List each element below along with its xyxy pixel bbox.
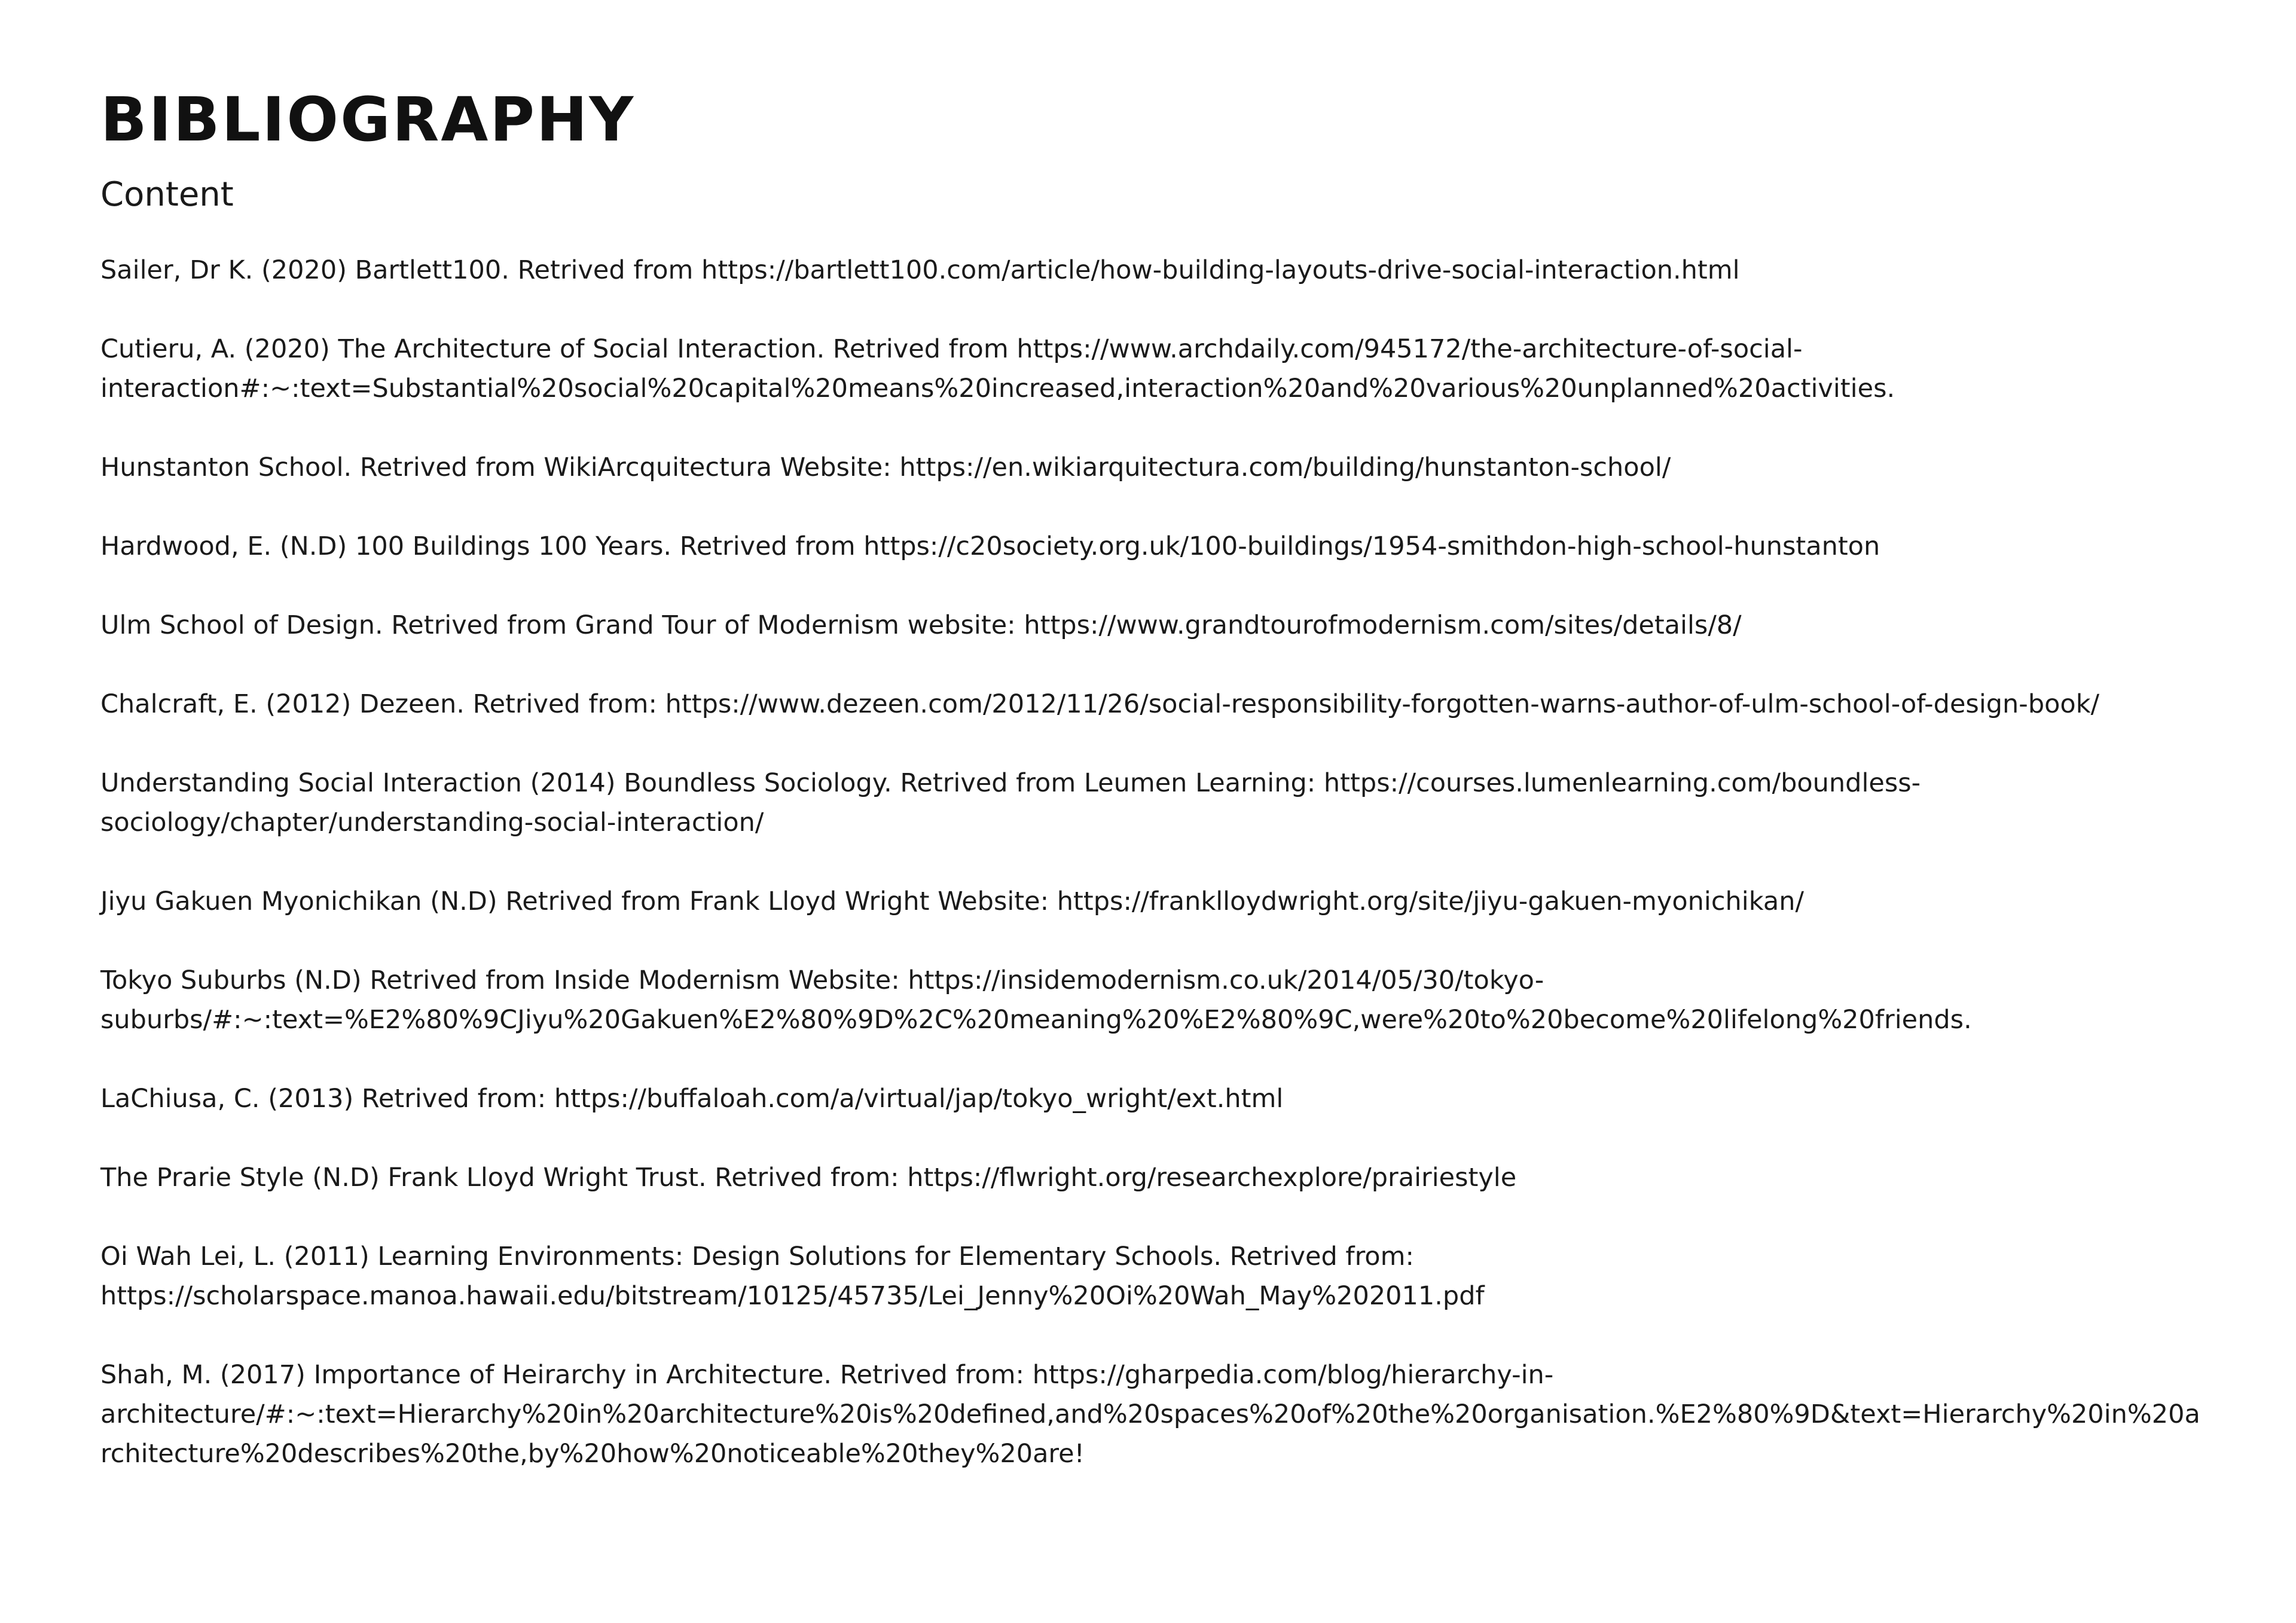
reference-item: Jiyu Gakuen Myonichikan (N.D) Retrived from Frank Lloyd Wright Website: https://franklloydwright.org/site/jiyu-gakuen-myonichikan/ [100, 887, 1804, 917]
section-subtitle: Content [100, 175, 234, 214]
reference-item: The Prarie Style (N.D) Frank Lloyd Wright Trust. Retrived from: https://flwright.org/researchexplore/prairiestyle [100, 1163, 1517, 1193]
reference-item: Sailer, Dr K. (2020) Bartlett100. Retrived from https://bartlett100.com/article/how-building-layouts-drive-social-interaction.html [100, 255, 1740, 286]
reference-item: Chalcraft, E. (2012) Dezeen. Retrived from: https://www.dezeen.com/2012/11/26/social-responsibility-forgotten-warns-author-of-ulm-school-of-design-book/ [100, 689, 2100, 720]
reference-item: Ulm School of Design. Retrived from Grand Tour of Modernism website: https://www.grandtourofmodernism.com/sites/details/8/ [100, 610, 1742, 641]
reference-item: Hardwood, E. (N.D) 100 Buildings 100 Years. Retrived from https://c20society.org.uk/100-buildings/1954-smithdon-high-school-hunstanton [100, 531, 1880, 562]
bibliography-page [100, 84, 2205, 1474]
reference-item: Understanding Social Interaction (2014) Boundless Sociology. Retrived from Leumen Learning: https://courses.lumenlearning.com/boundless-sociology/chapter/understanding-social-interaction/ [100, 768, 1921, 838]
reference-item: Hunstanton School. Retrived from WikiArcquitectura Website: https://en.wikiarquitectura.com/building/hunstanton-school/ [100, 453, 1671, 483]
page-title: BIBLIOGRAPHY [100, 84, 636, 155]
reference-item: Shah, M. (2017) Importance of Heirarchy in Architecture. Retrived from: https://gharpedia.com/blog/hierarchy-in-architecture/#:~:text=Hierarchy%20in%20architecture%20is%20defined,and%20spaces%20of%20the%20organisation.%E2%80%9D&text=Hierarchy%20in%20architecture%20describes%20the,by%20how%20noticeable%20they%20are! [100, 1360, 2200, 1469]
reference-item: Cutieru, A. (2020) The Architecture of Social Interaction. Retrived from https://www.archdaily.com/945172/the-architecture-of-social-interaction#:~:text=Substantial%20social%20capital%20means%20increased,interaction%20and%20various%20unplanned%20activities. [100, 334, 1895, 404]
reference-item: Oi Wah Lei, L. (2011) Learning Environments: Design Solutions for Elementary Schools. Retrived from: https://scholarspace.manoa.hawaii.edu/bitstream/10125/45735/Lei_Jenny%20Oi%20Wah_May%202011.pdf [100, 1242, 1485, 1312]
reference-item: Tokyo Suburbs (N.D) Retrived from Inside Modernism Website: https://insidemodernism.co.uk/2014/05/30/tokyo-suburbs/#:~:text=%E2%80%9CJiyu%20Gakuen%E2%80%9D%2C%20meaning%20%E2%80%9C,were%20to%20become%20lifelong%20friends. [100, 965, 1972, 1035]
reference-item: LaChiusa, C. (2013) Retrived from: https://buffaloah.com/a/virtual/jap/tokyo_wright/ext.html [100, 1084, 1284, 1114]
reference-list [100, 250, 2205, 1474]
